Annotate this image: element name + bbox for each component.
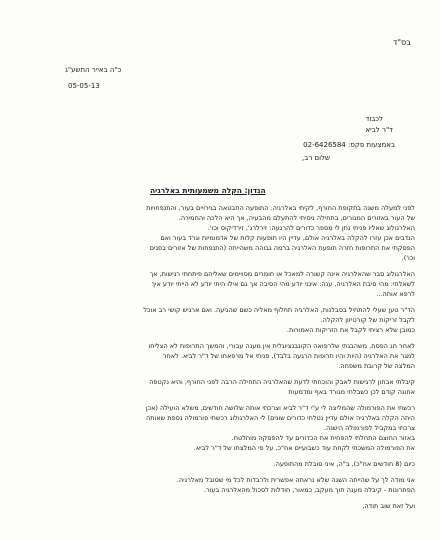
recipient-name: ד"ר לביא bbox=[365, 126, 393, 134]
letter-line: האלרגולוג שאליו פניתי נתן לי מספר כדורים להרגעה: זירלרג', זירדיקוס וכו'. bbox=[207, 224, 415, 232]
hebrew-date: כ"ה באייר התשע"ג bbox=[65, 66, 122, 74]
letter-line: הפתרונות - קיבלה מענה תוך מעקב, כמאור, חודלות לסכול מהאלרגיה בעור. bbox=[203, 486, 415, 494]
letter-line: המלצה של קרובת משפחה. bbox=[338, 362, 415, 370]
letter-line: ועל זאת שוב תודה, bbox=[362, 502, 415, 510]
gregorian-date: 05-05-13 bbox=[68, 82, 100, 90]
letter-line: קיבלתי אבחון לרגישות לאבק והוכחתי לדעת שהאלרגיה התחילה הרבה לפני החורף, והיא נקטפה bbox=[149, 378, 415, 386]
letter-line: לפני למעלה משנה בתקופת החורף, לקיתי באלרגיה. התופעה התבטאה בגירויים בעור, והתנפחויות bbox=[146, 204, 415, 212]
letter-line: לקבל זריקות של קורטיזון להקלה. bbox=[320, 316, 415, 324]
letter-line: באזור החוצם התחלתי להפחית את הכדורים עד להפסקה מוחלטת. bbox=[231, 434, 415, 442]
letter-line: לרפא אותה... bbox=[376, 290, 415, 298]
letter-line: הפסקתי את התרופות חזרה תופעת האלרגיה ברמה גבוהה משהייתה (התנפחות של אזורים בפנים bbox=[149, 244, 415, 252]
letter-line: כמובן שלא רציתי לקבל את הזריקות האמורות. bbox=[286, 326, 415, 334]
letter-line: של העור באזורים המגורים, בתחילה ניסיתי להתעלם מהבעיה, אך היא הלכה והחמירה. bbox=[178, 214, 415, 222]
letter-line: אני מודה לך על שהייתה השגה שלא נראתה אפשרית ולרבדות לכל מי שסובל מאלרגיה. bbox=[176, 476, 415, 484]
letter-body bbox=[10, 203, 415, 511]
letter-line: צרכתי במקביל לפורמולה הישנה. bbox=[323, 424, 415, 432]
letter-line: הד"ר טען שעלי להתחיל בסבלנות, האלרגיה תחלוף מאליה כשם שהגיעה. ואם ארגיש קושי רב אוכל bbox=[143, 306, 415, 314]
greeting: שלום רב, bbox=[302, 154, 330, 162]
letter-line: אחוגה קודם לכן כשבלתי מגורד באף ומדמעות bbox=[288, 388, 415, 396]
letter-line: כיום (8 חודשים אח"כ), ב"ה, איני סובלת מהתופעה. bbox=[273, 460, 415, 468]
letter-line: לאחר חג הפסח, משהבנתי שלרפואה הקונבנציונלית אין מענה עבורי, והמשך התרופות לא הצליחו bbox=[148, 342, 415, 350]
letter-line: האלרגולוג סבר שהאלרגיה אינה קשורה למאכל או חומרים מסויימים שאליהם פיתחתי רגישות, אך bbox=[149, 270, 415, 278]
letter-line: את הפורמולה המשכתי לקחת עוד כשבועיים אח"כ, על פי המלצתו של ד"ר לביא. bbox=[193, 444, 415, 452]
letter-line: הנדבים אכן עזרו להקלה באלרגיה אולם, עדיין היו תופעות קלות של אדמומיות וגרד בעור ואם bbox=[160, 234, 415, 242]
bsd-mark: בס"ד bbox=[393, 38, 411, 47]
fax-line bbox=[303, 141, 395, 149]
subject-line: הנדון: הקלה משמעותית באלרגיה bbox=[150, 186, 266, 195]
letter-line: היתה הקלה באלרגיה אולם עדיין נטלתי כדורים שונים) לי האלרגולוג רכשתי פורמולה נספת שאותה bbox=[145, 414, 415, 422]
letter-line: וכו'). bbox=[401, 254, 415, 262]
fax-number: 02-6426584 bbox=[303, 141, 346, 149]
fax-label: באמצעות פקס: bbox=[348, 141, 395, 149]
letter-line: למגר את האלרגיה (היות והיו תרופות הרגעה בלבד), פניתי אל מרפאתו של ד"ר לביא. לאחר bbox=[162, 352, 415, 360]
recipient-title: לכבוד bbox=[365, 115, 383, 123]
letter-line: לשאלתי: מהי סיבת האלרגיה, ענה: אינני יודע מהי הסיבה אך גם אילו היתי יודע לא הייתי יודע איך bbox=[151, 280, 415, 288]
letter-line: רכשתי את הפורמולה שהמליצה לי ע"י ד"ר לביא וצרכתי אותה שלושה חודשים, משלא הועילה (אכן bbox=[145, 404, 415, 412]
